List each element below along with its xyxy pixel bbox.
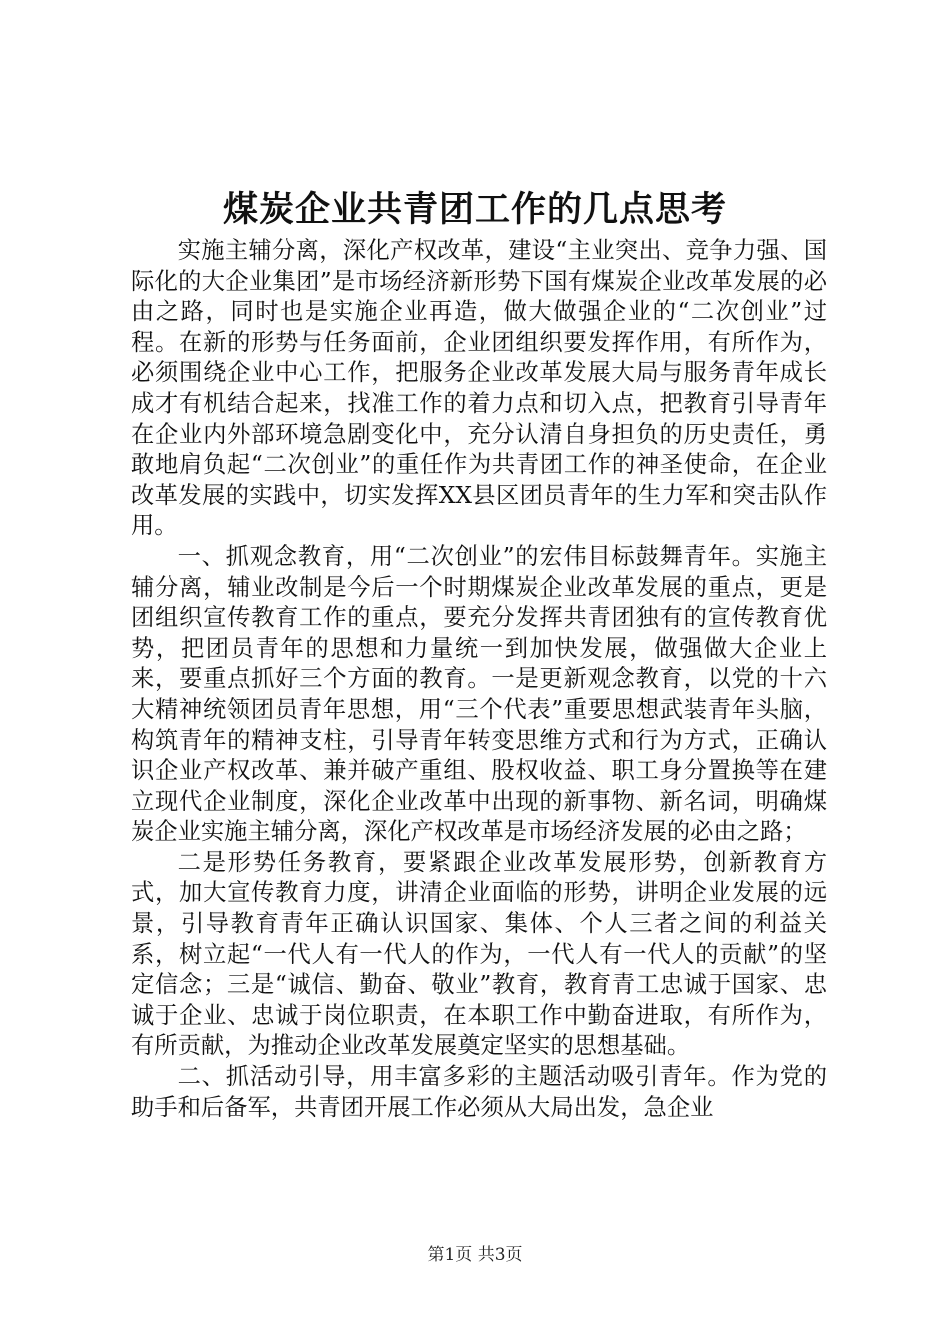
paragraph-section-1: 一、抓观念教育，用“二次创业”的宏伟目标鼓舞青年。实施主辅分离，辅业改制是今后一个时期煤炭企业改革发展的重点，更是团组织宣传教育工作的重点，要充分发挥共青团独有的宣传教育优势，把团员青年的思想和力量统一到加快发展，做强做大企业上来，要重点抓好三个方面的教育。一是更新观念教育，以党的十六大精神统领团员青年思想，用“三个代表”重要思想武装青年头脑，构筑青年的精神支柱，引导青年转变思维方式和行为方式，正确认识企业产权改革、兼并破产重组、股权收益、职工身分置换等在建立现代企业制度，深化企业改革中出现的新事物、新名词，明确煤炭企业实施主辅分离，深化产权改革是市场经济发展的必由之路；: [131, 542, 827, 846]
document-title: 煤炭企业共青团工作的几点思考: [222, 189, 727, 230]
document-body: [131, 236, 827, 1123]
page-footer: 第1页 共3页: [427, 1245, 523, 1265]
paragraph-intro: 实施主辅分离，深化产权改革，建设“主业突出、竞争力强、国际化的大企业集团”是市场经济新形势下国有煤炭企业改革发展的必由之路，同时也是实施企业再造，做大做强企业的“二次创业”过程。在新的形势与任务面前，企业团组织要发挥作用，有所作为，必须围绕企业中心工作，把服务企业改革发展大局与服务青年成长成才有机结合起来，找准工作的着力点和切入点，把教育引导青年在企业内外部环境急剧变化中，充分认清自身担负的历史责任，勇敢地肩负起“二次创业”的重任作为共青团工作的神圣使命，在企业改革发展的实践中，切实发挥XX县区团员青年的生力军和突击队作用。: [131, 237, 827, 540]
paragraph-section-2: 二、抓活动引导，用丰富多彩的主题活动吸引青年。作为党的助手和后备军，共青团开展工作必须从大局出发，急企业: [131, 1063, 827, 1121]
paragraph-section-1-continued: 二是形势任务教育，要紧跟企业改革发展形势，创新教育方式，加大宣传教育力度，讲清企业面临的形势，讲明企业发展的远景，引导教育青年正确认识国家、集体、个人三者之间的利益关系，树立起“一代人有一代人的作为，一代人有一代人的贡献”的坚定信念；三是“诚信、勤奋、敬业”教育，教育青工忠诚于国家、忠诚于企业、忠诚于岗位职责，在本职工作中勤奋进取，有所作为，有所贡献，为推动企业改革发展奠定坚实的思想基础。: [131, 848, 827, 1060]
